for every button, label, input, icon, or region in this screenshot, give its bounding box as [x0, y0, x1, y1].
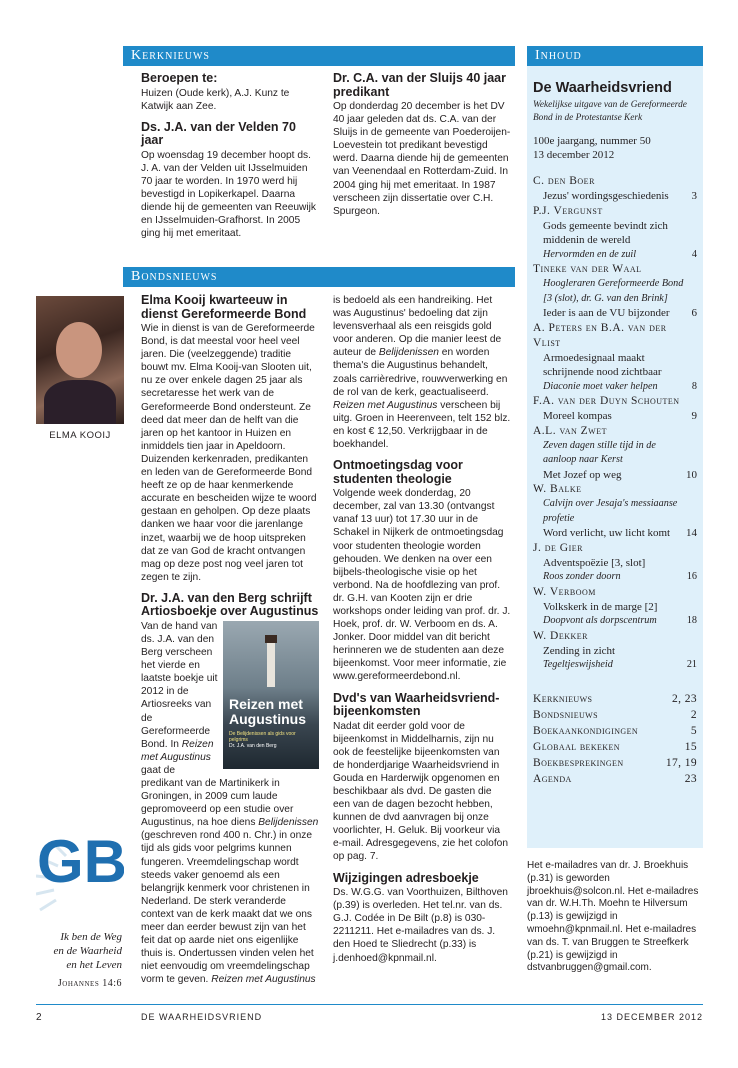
velden-text: Op woensdag 19 december hoopt ds. J. A. van der Velden uit IJsselmuiden 70 jaar te worden. In 1970 werd hij bevestigd in Lopikerkapel. Daarna diende hij de gemeenten van Reeuwijk en IJsselmuiden-Grafhorst. In 2005 ging hij met emeritaat.	[141, 149, 317, 240]
gb-logo-icon	[36, 800, 124, 920]
toc-item-title: Hoogleraren Gereformeerde Bond [3 (slot), dr. G. van den Brink]	[543, 278, 684, 304]
toc-item[interactable]	[533, 526, 697, 541]
quote-block	[30, 930, 122, 991]
toc-item-title: Jezus' wordingsgeschiedenis	[543, 190, 669, 202]
photo-caption: ELMA KOOIJ	[49, 430, 111, 441]
toc-author: C. den Boer	[533, 175, 595, 187]
inhoud-bar-label: Inhoud	[535, 48, 582, 63]
toc-item-page: 6	[691, 307, 697, 319]
toc-item[interactable]	[533, 248, 697, 263]
kerknieuws-right-column	[333, 72, 511, 218]
toc-item[interactable]	[533, 351, 697, 380]
toc-entries	[533, 174, 697, 673]
toc-author: W. Dekker	[533, 629, 589, 642]
toc-item[interactable]	[533, 556, 697, 571]
section-index-title: Boekaankondigingen	[533, 724, 639, 737]
section-index-title: Globaal bekeken	[533, 740, 620, 753]
toc-item-page	[691, 644, 697, 659]
berg-text: Reizen met Augustinus De Belijdenissen als gids voor pelgrims Dr. J.A. van den Berg Van de hand van ds. J.A. van den Berg verscheen het vierde en laatste boekje uit 2012 in de Artiosreeks van de Gereformeerde Bond. In Reizen met Augustinus gaat de predikant van de Martinikerk in Groningen, in 2009 cum laude gepromoveerd op een studie over Augustinus, na hoe diens Belijdenissen (geschreven rond 400 n. Chr.) in onze tijd als gids voor pelgrims kunnen fungeren. Vreemdelingschap wordt steeds vaker genoemd als een belangrijk kenmerk voor christenen in Nederland. De sterk veranderde context van de kerk maakt dat we ons meer dan eerder bewust zijn van het feit dat op aarde niet ons eigenlijke thuis is. Ondertussen vinden velen het niet eenvoudig om vreemdelingschap vorm te geven. Reizen met Augustinus	[141, 620, 319, 986]
toc-item-page: 10	[686, 468, 697, 481]
toc-item[interactable]	[533, 409, 697, 424]
bondsnieuws-bar-label: Bondsnieuws	[131, 269, 218, 284]
toc-item[interactable]	[533, 189, 697, 204]
toc-author: A.L. van Zwet	[533, 424, 607, 437]
toc-item[interactable]	[533, 219, 697, 248]
toc-item-title: Calvijn over Jesaja's messiaanse profetie	[543, 498, 678, 524]
footer-page-number: 2	[36, 1012, 42, 1023]
toc-author: F.A. van der Duyn Schouten	[533, 395, 680, 407]
dvd-heading: Dvd's van Waarheidsvriend-bijeenkomsten	[333, 690, 500, 719]
footer-rule	[36, 1004, 703, 1005]
book-cover-author: Dr. J.A. van den Berg	[229, 742, 277, 749]
toc-item-page: 18	[686, 615, 697, 626]
toc-item[interactable]	[533, 644, 697, 659]
toc-item-title: Ieder is aan de VU bijzonder	[543, 307, 670, 319]
inhoud-sidebar	[527, 66, 703, 848]
toc-item-title: Gods gemeente bevindt zich middenin de wereld	[543, 219, 668, 246]
gb-logo-text: GB	[37, 828, 124, 895]
section-index-item[interactable]	[533, 755, 697, 771]
toc-item-page	[691, 497, 697, 526]
toc-author: A. Peters en B.A. van der Vlist	[533, 321, 667, 349]
toc-item[interactable]	[533, 468, 697, 483]
kooij-heading: Elma Kooij kwarteeuw in dienst Gereformeerde Bond	[141, 293, 307, 321]
toc-item-title: Word verlicht, uw licht komt	[543, 527, 671, 539]
toc-item-page: 3	[691, 190, 697, 202]
footer-date: 13 DECEMBER 2012	[600, 1012, 703, 1022]
footer-magazine: DE WAARHEIDSVRIEND	[141, 1012, 263, 1022]
toc-item-title: Hervormden en de zuil	[543, 248, 637, 260]
toc-item-title: Volkskerk in de marge [2]	[543, 600, 658, 613]
book-cover	[223, 621, 319, 769]
kerknieuws-section-bar	[123, 46, 515, 66]
toc-author: W. Balke	[533, 483, 582, 495]
toc-item-title: Zeven dagen stille tijd in de aanloop naar Kerst	[543, 439, 656, 465]
toc-item-title: Diaconie moet vaker helpen	[543, 380, 658, 392]
magazine-title: De Waarheidsvriend	[533, 80, 672, 96]
toc-item-title: Moreel kompas	[543, 410, 612, 422]
section-index-page: 5	[690, 724, 697, 737]
lighthouse-icon	[267, 641, 275, 687]
gb-logo	[36, 800, 124, 920]
toc-item-page: 8	[691, 380, 697, 392]
section-index-page: 23	[684, 772, 697, 785]
toc-item-page	[691, 351, 697, 380]
toc-item-title: Tegeltjeswijsheid	[543, 659, 613, 670]
bondsnieuws-section-bar	[123, 267, 515, 287]
section-index-page: 2	[690, 708, 697, 721]
toc-sections	[533, 691, 697, 787]
sluijs-text: Op donderdag 20 december is het DV 40 jaar geleden dat ds. C.A. van der Sluijs in de gemeente van Poederoijen-Loevestein tot predikant bevestigd werd. Daarna diende hij de gemeenten van Veenendaal en Rotterdam-Zuid. In 2004 ging hij met emeritaat. In 1987 verscheen zijn dissertatie over C.H. Spurgeon.	[333, 101, 511, 217]
toc-author: Tineke van der Waal	[533, 263, 642, 275]
toc-item[interactable]	[533, 439, 697, 468]
toc-item-page: 9	[691, 410, 697, 422]
toc-item-title: Doopvont als dorpscentrum	[543, 615, 657, 626]
quote-reference: Johannes 14:6	[57, 978, 122, 989]
section-index-page: 2, 23	[672, 692, 697, 705]
toc-item-page	[691, 277, 697, 306]
berg-text-continued: is bedoeld als een handreiking. Het was Augustinus' bedoeling dat zijn levensverhaal als een reisgids gold voor anderen. Op die manier leest de auteur de Belijdenissen en worden thema's die Augustinus behandelt, zoals carrièredrive, rouwverwerking en de rol van de kerk, geactualiseerd. Reizen met Augustinus verscheen bij uitg. Groen in Heerenveen, telt 152 blz. en kost € 12,50. Verkrijgbaar in de boekhandel.	[333, 295, 511, 451]
quote-line-3: en het Leven	[66, 959, 122, 971]
book-cover-title: Reizen met Augustinus	[229, 695, 306, 727]
velden-heading: Ds. J.A. van der Velden 70 jaar	[141, 119, 296, 148]
toc-item[interactable]	[533, 306, 697, 321]
adres-text: Ds. W.G.G. van Voorthuizen, Bilthoven (p.39) is overleden. Het tel.nr. van ds. G.J. Codée in De Bilt (p.8) is 030-2211211. Het e-mailadres van ds. J. den Hoed te Sliedrecht (p.33) is j.denhoed@kpnmail.nl.	[333, 887, 508, 964]
issue-date: 13 december 2012	[533, 149, 615, 161]
section-index-page: 15	[684, 740, 697, 753]
bondsnieuws-left-column	[141, 294, 319, 987]
section-index-title: Boekbesprekingen	[533, 756, 624, 769]
beroepen-heading: Beroepen te:	[141, 71, 218, 85]
section-index-page: 17, 19	[665, 756, 697, 769]
toc-author: P.J. Vergunst	[533, 204, 603, 217]
kerknieuws-bar-label: Kerknieuws	[131, 48, 210, 63]
kerknieuws-left-column	[141, 72, 319, 240]
toc-item-title: Zending in zicht	[543, 644, 616, 657]
toc-item[interactable]	[533, 380, 697, 395]
ontmoeting-text: Volgende week donderdag, 20 december, zal van 13.30 (ontvangst vanaf 13 uur) tot 17.30 uur in de Schakel in Nijkerk de ontmoetingsdag voor studenten theologie worden gehouden. We denken na over een bijbels-theologische visie op het verbond. Na de hoofdlezing van prof. dr. G.H. van Kooten zijn er drie workshops onder leiding van prof. dr. J. Hoek, prof. dr. W. Verboom en ds. A. Jonker. Door middel van dit bericht herinneren we de studenten aan deze bijeenkomst. Voor meer informatie, zie www.gereformeerdebond.nl.	[333, 488, 511, 683]
section-index-title: Agenda	[533, 772, 572, 785]
toc-item-page: 21	[686, 659, 697, 670]
ontmoeting-heading: Ontmoetingsdag voor studenten theologie	[333, 458, 463, 486]
toc-item[interactable]	[533, 614, 697, 629]
toc-item[interactable]	[533, 570, 697, 585]
section-index-title: Kerknieuws	[533, 692, 593, 705]
toc-item-title: Armoedesignaal maakt schrijnende nood zichtbaar	[543, 351, 662, 378]
section-index-item[interactable]	[533, 739, 697, 755]
bondsnieuws-right-column	[333, 294, 511, 965]
toc-item-page	[691, 439, 697, 468]
toc-item-page	[691, 600, 697, 615]
toc-item-title: Adventspoëzie [3, slot]	[543, 556, 646, 569]
magazine-subtitle: Wekelijkse uitgave van de Gereformeerde Bond in de Protestantse Kerk	[533, 100, 687, 123]
book-cover-subtitle: De Belijdenissen als gids voor pelgrims	[229, 730, 296, 743]
toc-item[interactable]	[533, 600, 697, 615]
toc-item-title: Roos zonder doorn	[543, 571, 621, 582]
toc-item-page: 16	[686, 571, 697, 582]
toc-item[interactable]	[533, 497, 697, 526]
kooij-text: Wie in dienst is van de Gereformeerde Bond, is dat meestal voor heel veel jaren. Die (veelzeggende) traditie bouwt mv. Elma Kooij-van Slooten uit, nu ze over enkele dagen 25 jaar als secretaresse het werk van de Gereformeerde Bond ondersteunt. Ze deed dat meer dan de helft van die jaren op het kantoor in Huizen en inmiddels tien jaar in Apeldoorn. Duizenden kerkenraden, predikanten en leden van de Gereformeerde Bond heeft ze op de haar kenmerkende accurate en bescheiden wijze te woord gestaan en geholpen. Op deze plaats danken we haar voor die jarenlange inzet, waarbij we de hoop uitspreken dat ze van God de kracht ontvangen mag op deze post nog veel jaren tot zegen te zijn.	[141, 323, 317, 583]
section-index-item[interactable]	[533, 771, 697, 787]
toc-item-page	[691, 219, 697, 248]
section-index-item[interactable]	[533, 691, 697, 707]
inhoud-section-bar	[527, 46, 703, 66]
quote-line-1: Ik ben de Weg	[60, 931, 122, 943]
section-index-item[interactable]	[533, 707, 697, 723]
beroepen-text: Huizen (Oude kerk), A.J. Kunz te Katwijk aan Zee.	[141, 87, 290, 112]
section-index-title: Bondsnieuws	[533, 708, 598, 721]
berg-heading: Dr. J.A. van den Berg schrijft Artiosboekje over Augustinus	[141, 590, 319, 619]
toc-item[interactable]	[533, 658, 697, 673]
toc-item-page	[691, 556, 697, 571]
elma-kooij-photo	[36, 296, 124, 424]
sluijs-heading: Dr. C.A. van der Sluijs 40 jaar predikant	[333, 71, 506, 99]
toc-item-title: Met Jozef op weg	[543, 468, 622, 481]
issue-number: 100e jaargang, nummer 50	[533, 135, 651, 147]
toc-item[interactable]	[533, 277, 697, 306]
toc-author: J. de Gier	[533, 541, 583, 554]
toc-author: W. Verboom	[533, 585, 596, 598]
section-index-item[interactable]	[533, 723, 697, 739]
email-notes: Het e-mailadres van dr. J. Broekhuis (p.31) is geworden jbroekhuis@solcon.nl. Het e-mailadres van dr. W.H.Th. Moehn te Hilversum (p.13) is gewijzigd in wmoehn@kpnmail.nl. Het e-mailadres van ds. T. van Bruggen te Streefkerk (p.21) is gewijzigd in dstvanbruggen@gmail.com.	[527, 860, 699, 974]
toc-item-page: 4	[691, 248, 697, 260]
dvd-text: Nadat dit eerder gold voor de bijeenkomst in Middelharnis, zijn nu ook de feestelijke bijeenkomsten van de honderdjarige Waarheidsvriend in Gouda en Harderwijk opgenomen en beschikbaar als dvd. De gasten die een van de dagen bezocht hebben, kunnen de dvd aanvragen bij onze voorlichter, H. Geluk. Bij voorkeur via e-mail. Adresgegevens, zie het colofon op pag. 7.	[333, 720, 508, 863]
adres-heading: Wijzigingen adresboekje	[333, 870, 479, 885]
toc-item-page: 14	[686, 527, 697, 539]
quote-line-2: en de Waarheid	[53, 945, 122, 957]
